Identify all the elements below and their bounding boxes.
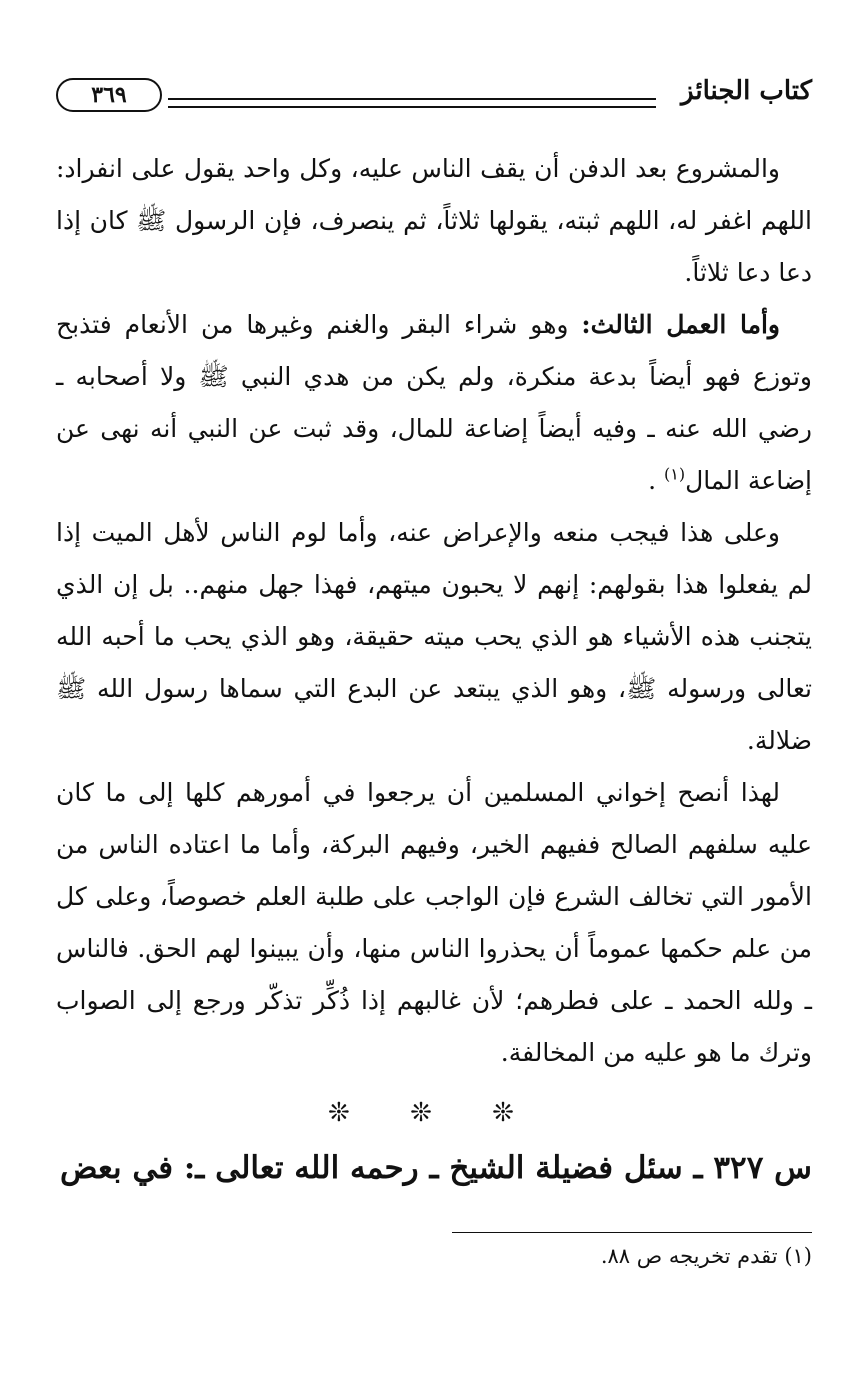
section-separator: ❊ ❊ ❊	[328, 1098, 540, 1128]
paragraph-1: والمشروع بعد الدفن أن يقف الناس عليه، وكل واحد يقول على انفراد: اللهم اغفر له، اللهم ثبته، يقولها ثلاثاً، ثم ينصرف، فإن الرسول ﷺ كان إذا دعا دعا ثلاثاً.	[56, 154, 812, 287]
body-text	[56, 143, 812, 1079]
page-number: ٣٦٩	[56, 78, 162, 112]
paragraph-3: وعلى هذا فيجب منعه والإعراض عنه، وأما لوم الناس لأهل الميت إذا لم يفعلوا هذا بقولهم: إنهم لا يحبون ميتهم، فهذا جهل منهم.. بل إن الذي يتجنب هذه الأشياء هو الذي يحب ميته حقيقة، وهو الذي يحب ما أحبه الله تعالى ورسوله ﷺ، وهو الذي يبتعد عن البدع التي سماها رسول الله ﷺ ضلالة.	[56, 518, 812, 755]
book-title: كتاب الجنائز	[681, 76, 812, 106]
paragraph-2	[56, 299, 812, 507]
footnote: (١) تقدم تخريجه ص ٨٨.	[600, 1244, 812, 1268]
paragraph-2-end: .	[648, 466, 665, 495]
footnote-reference: (١)	[664, 464, 686, 484]
paragraph-4: لهذا أنصح إخواني المسلمين أن يرجعوا في أمورهم كلها إلى ما كان عليه سلفهم الصالح ففيهم الخير، وفيهم البركة، وأما ما اعتاده الناس من الأمور التي تخالف الشرع فإن الواجب على طلبة العلم خصوصاً، وعلى كل من علم حكمها عموماً أن يحذروا الناس منها، وأن يبينوا لهم الحق. فالناس ـ ولله الحمد ـ على فطرهم؛ لأن غالبهم إذا ذُكِّر تذكّر ورجع إلى الصواب وترك ما هو عليه من المخالفة.	[56, 778, 812, 1067]
paragraph-2-lead: وأما العمل الثالث:	[581, 310, 780, 339]
header-rule	[168, 98, 656, 108]
footnote-rule	[452, 1232, 812, 1233]
page-header	[56, 72, 812, 122]
paragraph-2-text: وهو شراء البقر والغنم وغيرها من الأنعام فتذبح وتوزع فهو أيضاً بدعة منكرة، ولم يكن من هدي النبي ﷺ ولا أصحابه ـ رضي الله عنه ـ وفيه أيضاً إضاعة للمال، وقد ثبت عن النبي أنه نهى عن إضاعة المال	[56, 310, 812, 495]
question-heading: س ٣٢٧ ـ سئل فضيلة الشيخ ـ رحمه الله تعالى ـ: في بعض	[60, 1150, 812, 1186]
